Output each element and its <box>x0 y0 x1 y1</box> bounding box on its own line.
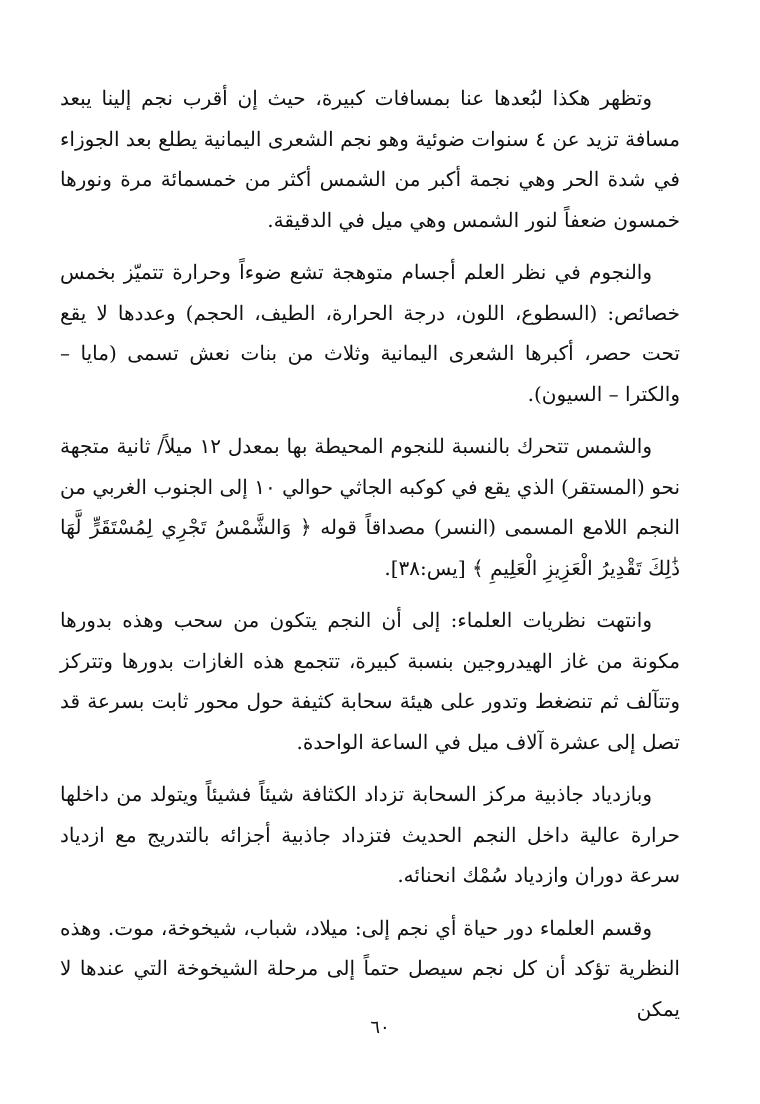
paragraph-1: وتظهر هكذا لبُعدها عنا بمسافات كبيرة، حيث إن أقرب نجم إلينا يبعد مسافة تزيد عن ٤ سنوات ضوئية وهو نجم الشعرى اليمانية يطلع بعد الجوزاء في شدة الحر وهي نجمة أكبر من الشمس أكثر من خمسمائة مرة ونورها خمسون ضعفاً لنور الشمس وهي ميل في الدقيقة. <box>60 86 681 232</box>
paragraph-3 <box>60 426 680 588</box>
page-body <box>60 78 680 1041</box>
paragraph-5: وبازدياد جاذبية مركز السحابة تزداد الكثافة شيئاً فشيئاً ويتولد من داخلها حرارة عالية داخل النجم الحديث فتزداد جاذبية أجزائه بالتدريج مع ازدياد سرعة دوران وازدياد سُمْك انحنائه. <box>60 782 680 887</box>
page-number: ٦٠ <box>370 1017 390 1038</box>
paragraph-3-text: والشمس تتحرك بالنسبة للنجوم المحيطة بها بمعدل ١٢ ميلاً/ ثانية متجهة نحو (المستقر) الذي يقع في كوكبه الجاثي حوالي ١٠ إلى الجنوب الغربي من النجم اللامع المسمى (النسر) مصداقاً قوله <box>60 434 681 539</box>
quran-verse: ﴿ وَالشَّمْسُ تَجْرِي لِمُسْتَقَرٍّ لَّهَا ذَٰلِكَ تَقْدِيرُ الْعَزِيزِ الْعَلِيمِ ﴾ <box>60 515 680 580</box>
paragraph-4: وانتهت نظريات العلماء: إلى أن النجم يتكون من سحب وهذه بدورها مكونة من غاز الهيدروجين بنسبة كبيرة، تتجمع هذه الغازات بدورها وتتركز وتتآلف ثم تنضغط وتدور على هيئة سحابة كثيفة حول محور ثابت بسرعة قد تصل إلى عشرة آلاف ميل في الساعة الواحدة. <box>60 608 680 754</box>
paragraph-2: والنجوم في نظر العلم أجسام متوهجة تشع ضوءاً وحرارة تتميّز بخمس خصائص: (السطوع، اللون، درجة الحرارة، الطيف، الحجم) وعددها لا يقع تحت حصر، أكبرها الشعرى اليمانية وثلاث من بنات نعش تسمى (مايا – والكترا – السيون). <box>60 260 680 406</box>
paragraph-6: وقسم العلماء دور حياة أي نجم إلى: ميلاد، شباب، شيخوخة، موت. وهذه النظرية تؤكد أن كل نجم سيصل حتماً إلى مرحلة الشيخوخة التي عندها لا يمكن <box>60 915 680 1021</box>
verse-reference: [يس:٣٨]. <box>384 555 466 580</box>
